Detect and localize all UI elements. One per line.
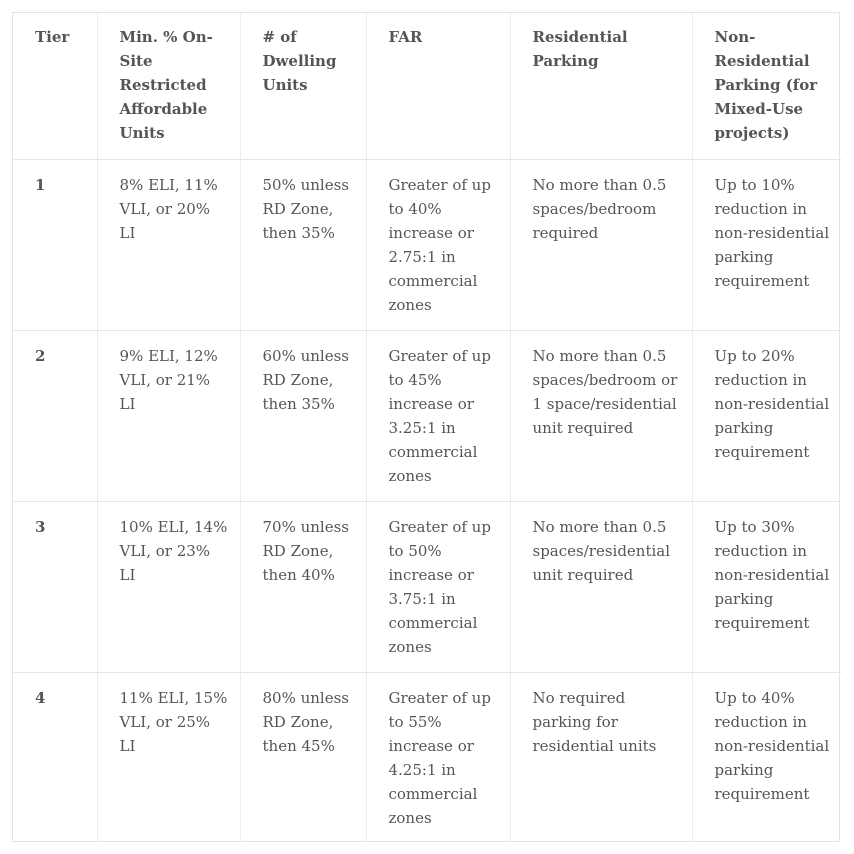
header-dwelling-units: # of Dwelling Units [240,13,366,159]
table-row [13,159,841,330]
cell-residential-parking: No required parking for residential units [510,672,692,842]
cell-non-residential-parking: Up to 20% reduction in non-residential parking requirement [692,330,841,501]
cell-residential-parking: No more than 0.5 spaces/residential unit required [510,501,692,672]
cell-dwelling-units: 50% unless RD Zone, then 35% [240,159,366,330]
cell-residential-parking: No more than 0.5 spaces/bedroom required [510,159,692,330]
header-min-affordable: Min. % On-Site Restricted Affordable Units [97,13,240,159]
table-row [13,330,841,501]
cell-far: Greater of up to 55% increase or 4.25:1 in commercial zones [366,672,510,842]
header-non-residential-parking: Non-Residential Parking (for Mixed-Use projects) [692,13,841,159]
cell-dwelling-units: 80% unless RD Zone, then 45% [240,672,366,842]
cell-tier: 4 [13,672,97,842]
header-tier: Tier [35,28,70,46]
cell-min-affordable: 8% ELI, 11% VLI, or 20% LI [97,159,240,330]
header-residential-parking: Residential Parking [510,13,692,159]
cell-min-affordable: 10% ELI, 14% VLI, or 23% LI [97,501,240,672]
tier-incentives-table [13,13,841,842]
cell-non-residential-parking: Up to 40% reduction in non-residential parking requirement [692,672,841,842]
table-header-row [13,13,841,159]
header-far: FAR [366,13,510,159]
cell-dwelling-units: 60% unless RD Zone, then 35% [240,330,366,501]
cell-non-residential-parking: Up to 30% reduction in non-residential parking requirement [692,501,841,672]
cell-far: Greater of up to 40% increase or 2.75:1 in commercial zones [366,159,510,330]
table-row [13,672,841,842]
tier-table-container [12,12,840,842]
cell-tier: 1 [13,159,97,330]
cell-tier: 2 [13,330,97,501]
cell-far: Greater of up to 45% increase or 3.25:1 in commercial zones [366,330,510,501]
cell-tier: 3 [13,501,97,672]
cell-far: Greater of up to 50% increase or 3.75:1 in commercial zones [366,501,510,672]
cell-dwelling-units: 70% unless RD Zone, then 40% [240,501,366,672]
cell-min-affordable: 9% ELI, 12% VLI, or 21% LI [97,330,240,501]
cell-residential-parking: No more than 0.5 spaces/bedroom or 1 space/residential unit required [510,330,692,501]
cell-non-residential-parking: Up to 10% reduction in non-residential parking requirement [692,159,841,330]
cell-min-affordable: 11% ELI, 15% VLI, or 25% LI [97,672,240,842]
table-row [13,501,841,672]
